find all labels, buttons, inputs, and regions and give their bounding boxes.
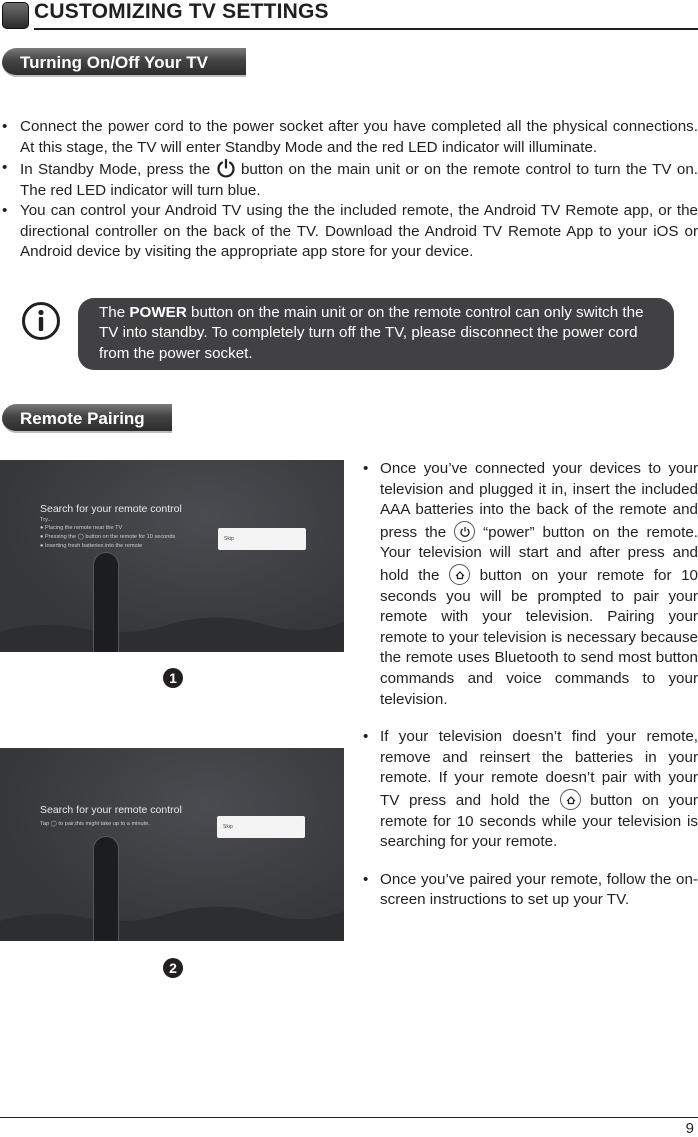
list-item-text: If your television doesn’t find your remote, remove and reinsert the batteries in your remote. If your remote doesn’t pair with your TV press and hold the: [380, 728, 698, 809]
power-note-box: [78, 298, 674, 370]
note-bold-text: POWER: [129, 304, 187, 321]
home-button-icon: [449, 564, 470, 585]
note-text: button on the main unit or on the remote control can only switch the TV into standby. To completely turn off the TV, please disconnect the power cord from the power socket.: [99, 304, 644, 362]
list-item: [0, 117, 698, 158]
header-rule: [34, 28, 698, 30]
skip-button[interactable]: Skip: [218, 528, 306, 550]
pairing-screen-2: [0, 748, 344, 941]
list-item-text: Once you’ve connected your devices to your television and plugged it in, insert the included AAA batteries into the back of the remote and press the: [380, 460, 698, 541]
section-heading-pairing: [2, 404, 172, 433]
info-icon: [21, 301, 61, 341]
step-number-1: 1: [163, 668, 183, 688]
page-title: CUSTOMIZING TV SETTINGS: [34, 0, 329, 23]
screen-option: ● Pressing the ◯ button on the remote for 10 seconds: [40, 534, 176, 540]
skip-button[interactable]: Skip: [217, 816, 305, 838]
list-item-text: You can control your Android TV using the the included remote, the Android TV Remote app, or the directional controller on the back of the TV. Download the Android TV Remote App to your iOS or Android device by visiting the appropriate app store for your device.: [20, 202, 698, 260]
section-heading-pairing-label: Remote Pairing: [20, 409, 145, 428]
header-square-icon: [2, 2, 29, 29]
step-number-2: 2: [163, 958, 183, 978]
list-item-text: Connect the power cord to the power socket after you have completed all the physical connections. At this stage, the TV will enter Standby Mode and the red LED indicator will illuminate.: [20, 118, 698, 156]
screen-option: ● Inserting fresh batteries into the remote: [40, 543, 143, 549]
remote-illustration: [93, 836, 119, 941]
pairing-screen-1: [0, 460, 344, 652]
screen-instruction: Tap ◯ to pair,this might take up to a minute.: [40, 821, 150, 827]
footer-rule: [0, 1117, 698, 1118]
mountain-silhouette: [0, 602, 344, 652]
list-item-text: Once you’ve paired your remote, follow the on-screen instructions to set up your TV.: [380, 870, 698, 909]
list-item: [360, 727, 698, 853]
page-number: 9: [685, 1120, 694, 1137]
list-item-text: button on the main unit or on the remote control to turn the TV on. The red LED indicator will turn blue.: [20, 161, 698, 199]
list-item-text: In Standby Mode, press the: [20, 161, 211, 178]
list-item: [360, 870, 698, 911]
power-instructions-list: [0, 117, 698, 263]
list-item: [360, 459, 698, 710]
screen-title: Search for your remote control: [40, 804, 182, 816]
power-button-icon: [454, 521, 475, 542]
list-item-text: “power” button on the remote. Your television will start and after press and hold the: [380, 523, 698, 584]
screen-title: Search for your remote control: [40, 503, 182, 515]
pairing-instructions-list: [360, 459, 698, 911]
remote-illustration: [93, 552, 119, 652]
section-heading-power: [2, 48, 246, 77]
screen-option: ● Placing the remote near the TV: [40, 525, 123, 531]
list-item-text: button on your remote for 10 seconds you will be prompted to pair your remote with your television. Pairing your remote to your television is necessary because the remote uses Bluetooth to send most button commands and voice commands to your television.: [380, 566, 698, 708]
list-item: [0, 201, 698, 263]
list-item: [0, 158, 698, 201]
power-icon: [216, 158, 236, 178]
screen-try-text: Try...: [40, 517, 53, 523]
section-heading-power-label: Turning On/Off Your TV: [20, 53, 208, 72]
note-text: The: [99, 304, 126, 321]
mountain-silhouette: [0, 891, 344, 941]
home-button-icon: [560, 789, 581, 810]
list-item-text: button on your remote for 10 seconds while your television is searching for your remote.: [380, 791, 698, 851]
